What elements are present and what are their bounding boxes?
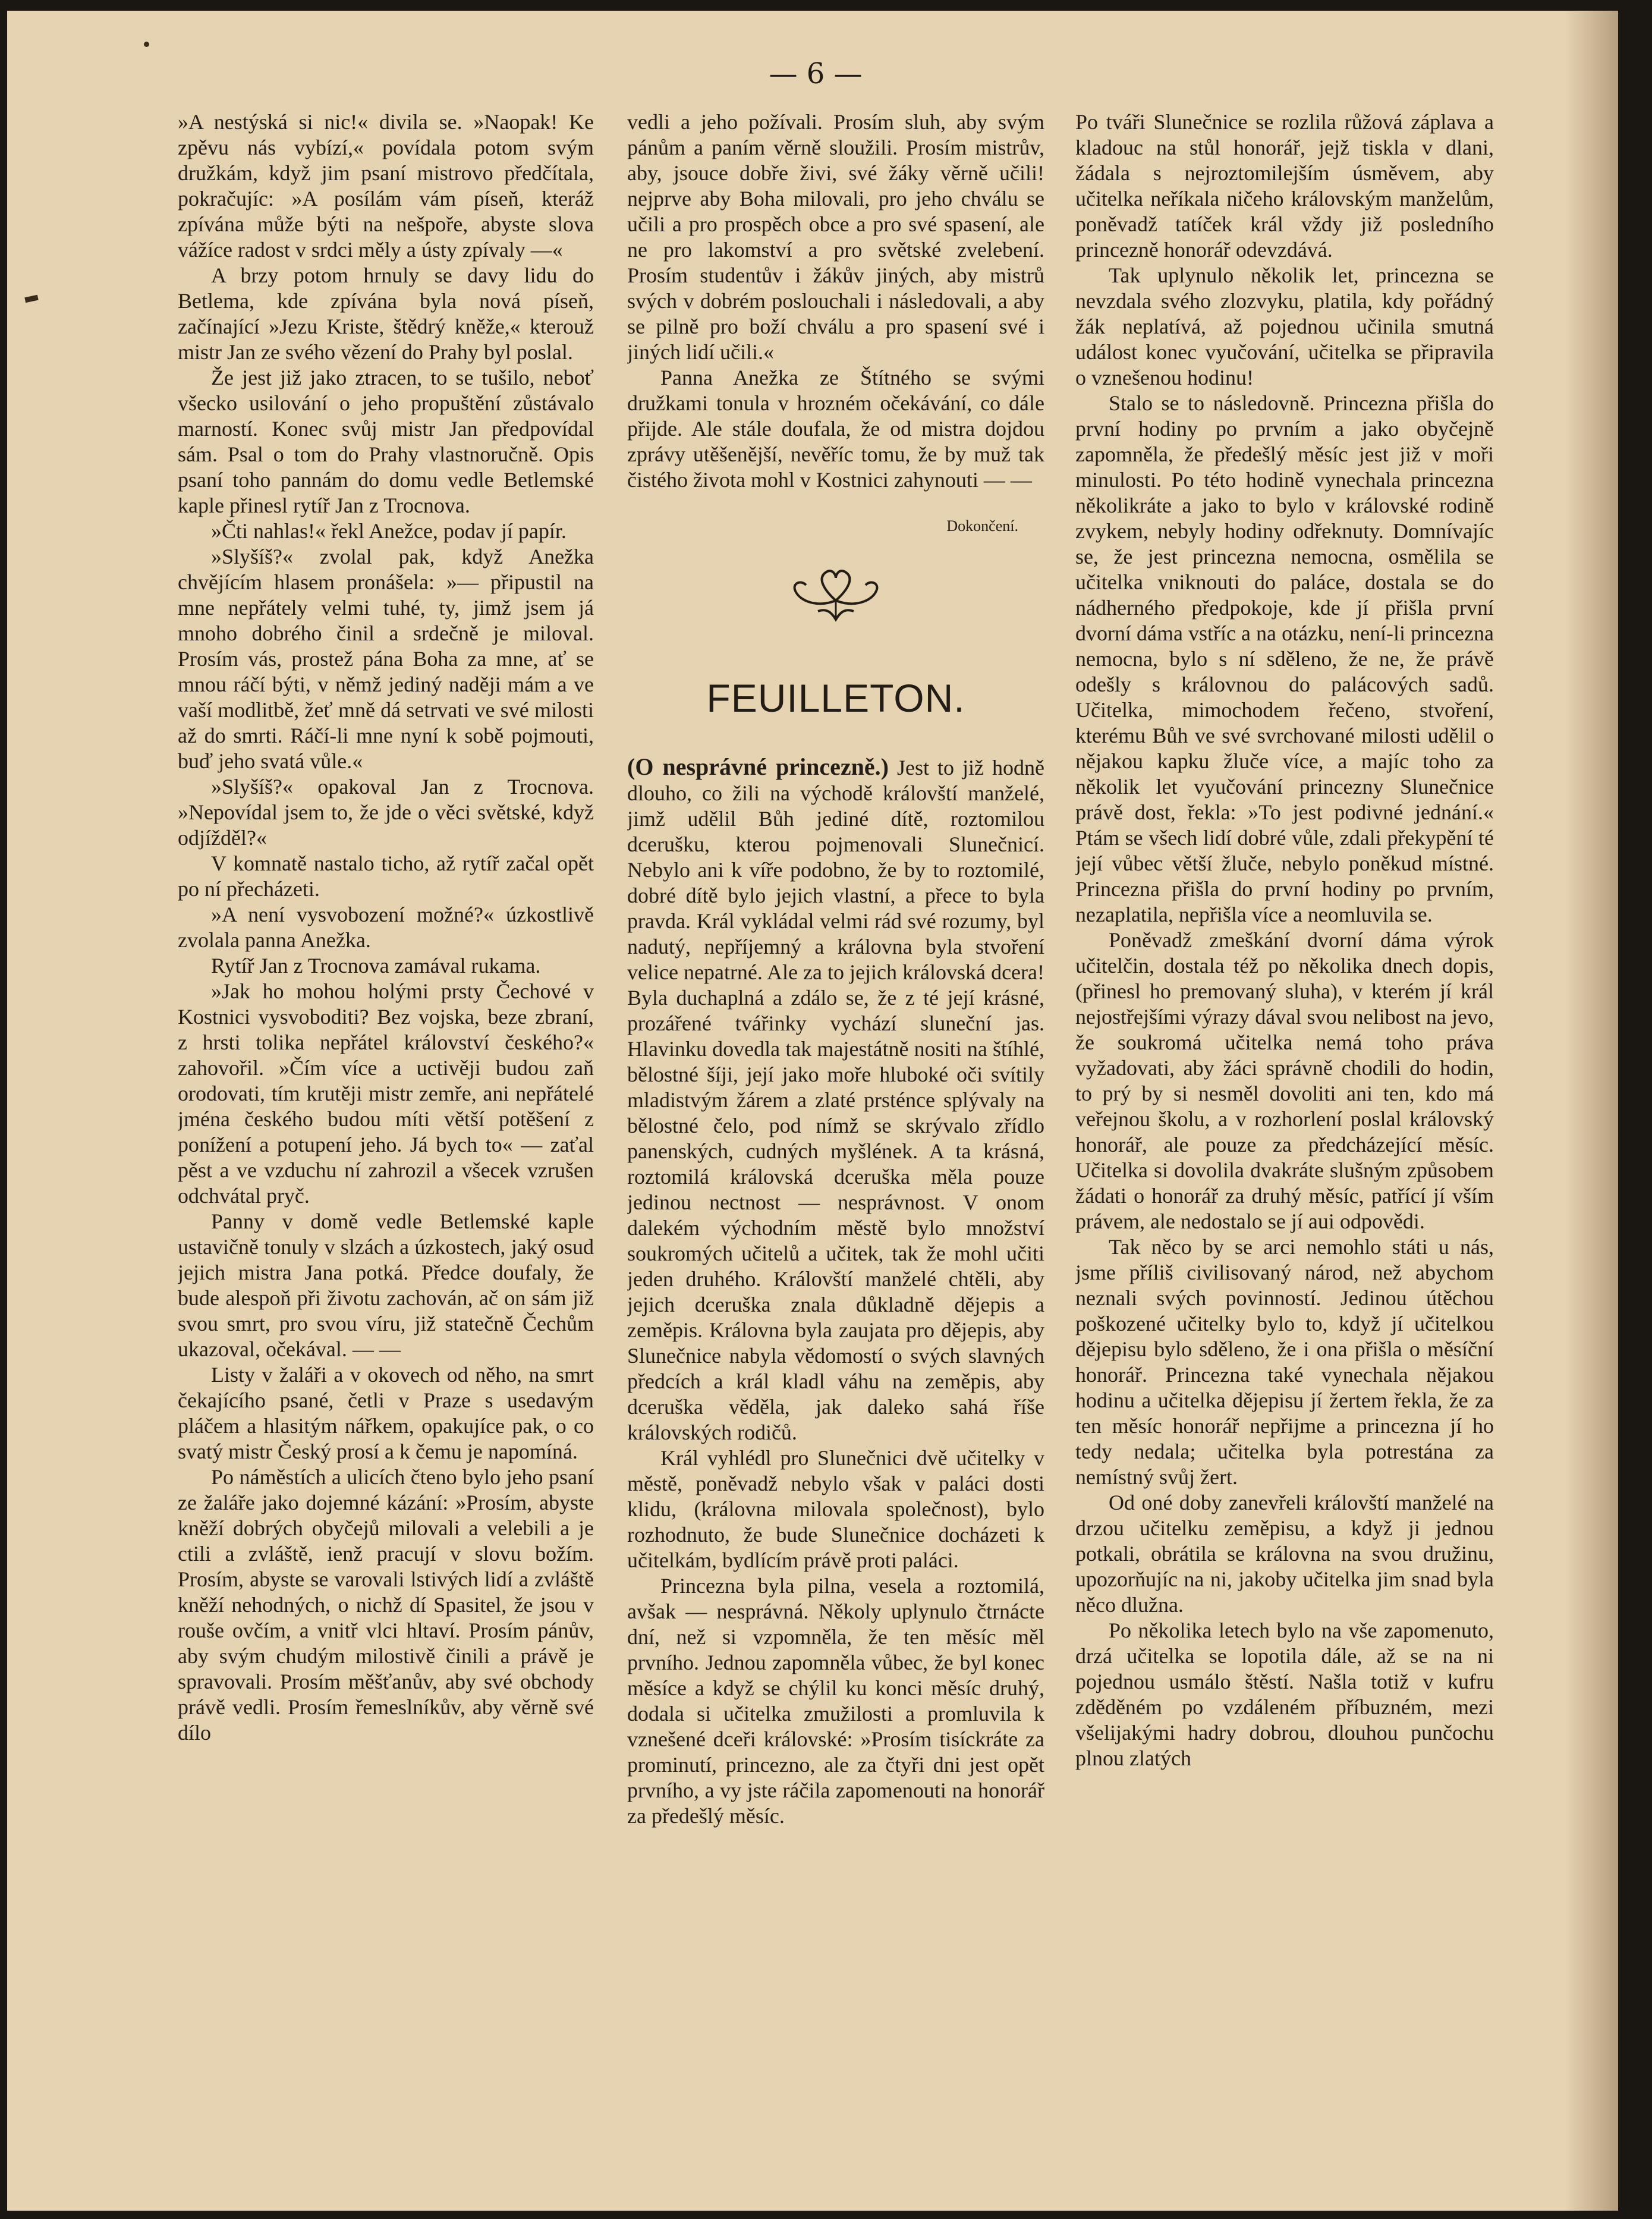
ink-mark	[24, 295, 38, 303]
story-lead-text: Jest to již hodně dlouho, co žili na východě královští manželé, jimž udělil Bůh jediné dítě, roztomilou dcerušku, kterou pojmenovali Slunečnicí. Nebylo ani k víře podobno, že by to roztomilé, dobré dítě bylo jejich vlastní, a přece to byla pravda. Král vykládal velmi rád své rozumy, byl nadutý, nepříjemný a královna byla stvoření velice nepatrné. Ale za to jejich královská dcera! Byla duchaplná a zdálo se, že z té její krásné, prozářené tvářinky vychází sluneční jas. Hlavinku dovedla tak majestátně nositi na štíhlé, bělostné šíji, její jako moře hluboké oči svítily mladistvým žárem a zlaté prsténce splývaly na bělostné čelo, pod nímž se skrývalo zřídlo panenských, cudných myšlének. A ta krásná, roztomilá královská dceruška měla pouze jedinou nectnost — nesprávnost. V onom dalekém východním městě bylo množství soukromých učitelů a učitek, tak že mohl učiti jeden druhého. Královští manželé chtěli, aby jejich dceruška znala důkladně dějepis a zeměpis. Královna byla zaujata pro dějepis, aby Slunečnice nabyla vědomostí o svých slavných předcích a král kladl váhu na zeměpis, aby dceruška věděla, jak daleko sahá říše královských rodičů.	[627, 756, 1044, 1444]
paragraph: Panna Anežka ze Štítného se svými družkami tonula v hrozném očekávání, co dále přijde. Ale stále doufala, že od mistra dojdou zprávy utěšenější, nevěříc tomu, že by muž tak čistého života mohl v Kostnici zahynouti — —	[627, 366, 1044, 492]
paragraph: Po tváři Slunečnice se rozlila růžová záplava a kladouc na stůl honorář, jejž tiskla v dlani, žádala s nejroztomilejším úsměvem, aby učitelka neříkala ničeho královským manželům, poněvadž tatíček král vždy již posledního princezně honorář odevzdává.	[1075, 110, 1494, 262]
paragraph: Král vyhlédl pro Slunečnici dvě učitelky v městě, poněvadž nebylo však v paláci dosti klidu, (královna milovala společnost), bylo rozhodnuto, že bude Slunečnice docházeti k učitelkám, bydlícím právě proti paláci.	[627, 1446, 1044, 1572]
paragraph: »A není vysvobození možné?« úzkostlivě zvolala panna Anežka.	[178, 903, 594, 952]
ink-speck	[144, 42, 149, 47]
page-number: — 6 —	[769, 57, 863, 90]
continuation-note: Dokončení.	[946, 517, 1018, 535]
heart-flourish-ornament-icon	[782, 554, 889, 626]
paragraph: A brzy potom hrnuly se davy lidu do Betlema, kde zpívána byla nová píseň, začínající »Jezu Kriste, štědrý kněže,« kterouž mistr Jan ze svého vězení do Prahy byl poslal.	[178, 263, 594, 364]
paragraph: Rytíř Jan z Trocnova zamával rukama.	[211, 954, 541, 978]
story-first-paragraph	[627, 754, 1044, 1445]
paragraph: Po několika letech bylo na vše zapomenuto, drzá učitelka se lopotila dále, až se na ni pojednou usmálo štěstí. Našla totiž v kufru zděděném po vzdáleném příbuzném, mezi všelijakými hadry dobrou, dlouhou punčochu plnou zlatých	[1075, 1618, 1494, 1770]
paragraph: Po náměstích a ulicích čteno bylo jeho psaní ze žaláře jako dojemné kázání: »Prosím, abyste kněží dobrých obyčejů milovali a velebili a je ctili a zvláště, ienž pracují v slovu božím. Prosím, abyste se varovali lstivých lidí a zvláště kněží nehodných, o nichž dí Spasitel, že jsou v rouše ovčím, a vnitř vlci hltaví. Prosím pánův, aby svým chudým milostivě činili a právě je spravovali. Prosím měšťanův, aby své obchody právě vedli. Prosím řemeslníkův, aby věrně své dílo	[178, 1465, 594, 1745]
section-title: FEUILLETON.	[706, 676, 965, 720]
paragraph: Od oné doby zanevřeli královští manželé na drzou učitelku zeměpisu, a když ji jednou potkali, obrátila se královna na svou družinu, upozorňujíc na ni, jakoby učitelka jim snad byla něco dlužna.	[1075, 1491, 1494, 1617]
paragraph: Tak něco by se arci nemohlo státi u nás, jsme příliš civilisovaný národ, než abychom neznali svých povinností. Jedinou útěchou poškozené učitelky bylo to, když jí učitelkou dějepisu bylo sděleno, že i ona přišla o měsíční honorář. Princezna také vynechala nějakou hodinu a učitelka dějepisu jí žertem řekla, že za ten měsíc honorář nepřijme a princezna jí ho tedy nedala; učitelka byla potrestána za nemístný svůj žert.	[1075, 1235, 1494, 1489]
column-3	[1075, 109, 1494, 2119]
newspaper-page	[7, 11, 1618, 2211]
paragraph: Poněvadž zmeškání dvorní dáma výrok učitelčin, dostala též po několika dnech dopis, (přinesl ho premovaný sluha), v kterém jí král nejostřejšími výrazy dával svou nelibost na jevo, že soukromá učitelka nemá toho práva vyžadovati, aby žáci správně chodili do hodin, to prý by si nesměl dovoliti ani ten, kdo má veřejnou školu, a v rozhorlení poslal královský honorář, ale pouze za předcházející měsíc. Učitelka si dovolila dvakráte slušným způsobem žádati o honorář za druhý měsíc, patřící jí vším právem, ale nedostalo se jí aui odpovědi.	[1075, 928, 1494, 1233]
column-1	[178, 109, 594, 2119]
paragraph: »Čti nahlas!« řekl Anežce, podav jí papír.	[211, 519, 567, 543]
paragraph: »Slyšíš?« opakoval Jan z Trocnova. »Nepovídal jsem to, že jde o věci světské, když odjížděl?«	[178, 775, 594, 850]
paragraph: Panny v domě vedle Betlemské kaple ustavičně tonuly v slzách a úzkostech, jaký osud jejich mistra Jana potká. Předce doufaly, že bude alespoň při životu zachován, ač on sám již svou smrt, pro svou víru, již statečně Čechům ukazoval, očekával. — —	[178, 1209, 594, 1361]
paragraph: Listy v žaláři a v okovech od něho, na smrt čekajícího psané, četli v Praze s usedavým pláčem a hlasitým nářkem, opakujíce pak, o co svatý mistr Český prosí a k čemu je napomíná.	[178, 1363, 594, 1463]
paragraph: »Jak ho mohou holými prsty Čechové v Kostnici vysvoboditi? Bez vojska, beze zbraní, z hrsti tolika nepřátel království českého?« zahovořil. »Čím více a uctivěji budou zaň orodovati, tím krutěji mistr zemře, ani nepřátelé jména českého budou míti větší potěšení z ponížení a potupení jeho. Já bych to« — zaťal pěst a ve vzduchu ní zahrozil a všecek vzrušen odchvátal pryč.	[178, 979, 594, 1208]
story-title: (O nesprávné princezně.)	[627, 753, 889, 780]
paragraph: Princezna byla pilna, vesela a roztomilá, avšak — nesprávná. Několy uplynulo čtrnácte dní, než si vzpomněla, že ten měsíc měl prvního. Jednou zapomněla vůbec, že byl konec měsíce a když se chýlil ku konci měsíc druhý, dodala si učitelka zmužilosti a promluvila k vznešené dceři královské: »Prosím tisíckráte za prominutí, princezno, ale za čtyři dni jest opět prvního, a vy jste ráčila zapomenouti na honorář za předešlý měsíc.	[627, 1574, 1044, 1828]
column-2	[627, 109, 1044, 2119]
paragraph: Stalo se to následovně. Princezna přišla do první hodiny po prvním a jako obyčejně zapomněla, že předešlý měsíc jest již v moři minulosti. Po této hodině vynechala princezna několikráte a jako to bylo v královské rodině zvykem, nebyly hodiny odřeknuty. Domnívajíc se, že jest princezna nemocna, osmělila se učitelka vniknouti do paláce, dostala se do nádherného předpokoje, kde jí přišla první dvorní dáma vstříc a na otázku, není-li princezna nemocna, bylo s ní sděleno, že ne, že právě odešly s královnou do palácových sadů. Učitelka, mimochodem řečeno, stvoření, kterému Bůh ve své svrchované milosti udělil o nějakou kapku žluče více, a majíc toho za několik let vyučování princezny Slunečnice právě dost, řekla: »To jest podivné jednání.« Ptám se všech lidí dobré vůle, zdali překypění té její vůbec větší žluče, nebylo poněkud místné. Princezna přišla do první hodiny po prvním, nezaplatila, nepřišla více a neomluvila se.	[1075, 391, 1494, 926]
paragraph: V komnatě nastalo ticho, až rytíř začal opět po ní přecházeti.	[178, 851, 594, 901]
paragraph: vedli a jeho požívali. Prosím sluh, aby svým pánům a paním věrně sloužili. Prosím mistrův, aby, jsouce dobře živi, své žáky věrně učili! nejprve aby Boha milovali, pro jeho chválu se učili a pro prospěch obce a pro své spasení, ale ne pro lakomství a pro světské zvelebení. Prosím studentův i žákův jiných, aby mistrů svých v dobrém poslouchali i následovali, a aby se pilně pro boží chválu a pro spasení své i jiných lidí učili.«	[627, 110, 1044, 364]
paragraph: Že jest již jako ztracen, to se tušilo, neboť všecko usilování o jeho propuštění zůstávalo marností. Konec svůj mistr Jan předpovídal sám. Psal o tom do Prahy vlastnoručně. Opis psaní toho pannám do domu vedle Betlemské kaple přinesl rytíř Jan z Trocnova.	[178, 366, 594, 517]
page-edge-shadow	[1565, 11, 1618, 2211]
paragraph: Tak uplynulo několik let, princezna se nevzdala svého zlozvyku, platila, kdy pořádný žák neplatívá, až pojednou učinila smutná událost konec vyučování, učitelka se připravila o vznešenou hodinu!	[1075, 263, 1494, 389]
paragraph: »Slyšíš?« zvolal pak, když Anežka chvějícím hlasem pronášela: »— připustil na mne nepřátely velmi tuhé, ty, jimž jsem já mnoho dobrého činil a srdečně je miloval. Prosím vás, prostež pána Boha za mne, ať se mnou ráčí býti, v němž jediný naději mám a ve vaší modlitbě, žeť mně dá setrvati ve své milosti až do smrti. Ráčí-li mne nyní k sobě pojmouti, buď jeho svatá vůle.«	[178, 545, 594, 773]
paragraph: »A nestýská si nic!« divila se. »Naopak! Ke zpěvu nás vybízí,« povídala potom svým družkám, když jim psaní mistrovo předčítala, pokračujíc: »A posílám vám píseň, kteráž zpívána může býti na nešpoře, abyste slova vážíce radost v srdci měly a ústy zpívaly —«	[178, 110, 594, 262]
